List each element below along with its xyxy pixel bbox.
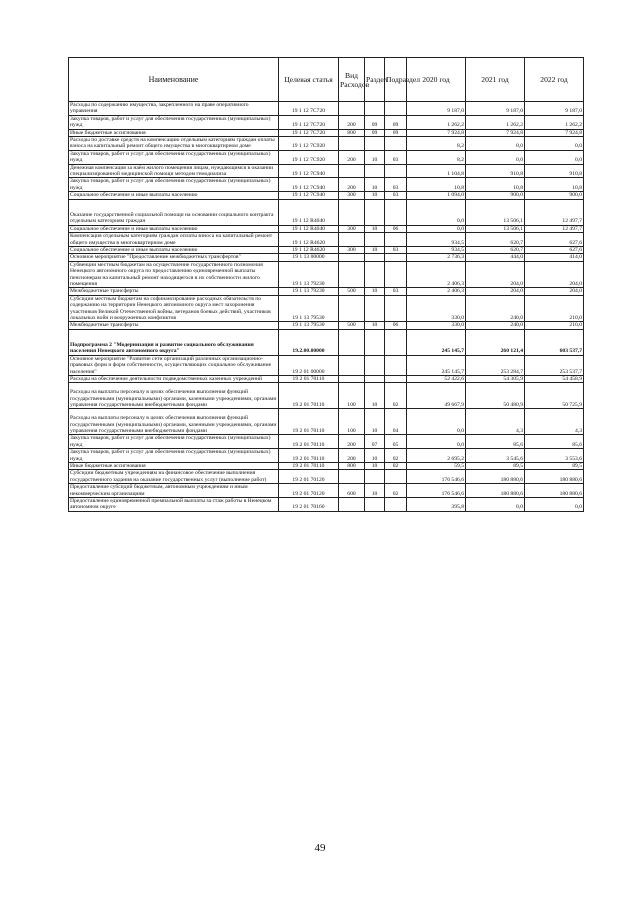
row-2022: 9 187,0 bbox=[525, 102, 584, 116]
row-2020: 330,0 bbox=[407, 322, 466, 329]
row-2021: 204,0 bbox=[466, 261, 525, 288]
header-code: Целевая статья bbox=[279, 58, 339, 102]
table-row bbox=[69, 470, 584, 484]
row-2020: 395,8 bbox=[407, 498, 466, 512]
table-row bbox=[69, 233, 584, 247]
header-2020: 2020 год bbox=[407, 58, 466, 102]
row-2022: 900,0 bbox=[525, 192, 584, 199]
row-rz: 10 bbox=[365, 322, 385, 329]
header-name: Наименование bbox=[69, 58, 279, 102]
row-pr: 02 bbox=[385, 383, 407, 409]
row-2020: 0,0 bbox=[407, 435, 466, 449]
table-row bbox=[69, 192, 584, 199]
row-2020: 8,2 bbox=[407, 137, 466, 151]
row-2020: 1 104,8 bbox=[407, 164, 466, 178]
row-2020: 59,5 bbox=[407, 463, 466, 470]
row-rz: 10 bbox=[365, 463, 385, 470]
row-2021: 85,6 bbox=[466, 435, 525, 449]
table-row bbox=[69, 137, 584, 151]
row-rz: 10 bbox=[365, 225, 385, 232]
row-2020: 0,0 bbox=[407, 199, 466, 225]
table-header-row bbox=[69, 58, 584, 102]
row-2021: 620,7 bbox=[466, 233, 525, 247]
row-name: Иные бюджетные ассигнования bbox=[69, 463, 279, 470]
table-row bbox=[69, 178, 584, 192]
row-name: Субвенции местным бюджетам на осуществление государственного полномочия Ненецкого автономного округа по предоставлению единовременной выплаты пенсионерам на капитальный ремонт находящегося в их собственности жилого помещения bbox=[69, 261, 279, 288]
row-rz bbox=[365, 470, 385, 484]
row-2020: 934,5 bbox=[407, 246, 466, 253]
row-vr bbox=[339, 295, 365, 322]
table-row bbox=[69, 164, 584, 178]
row-pr bbox=[385, 199, 407, 225]
row-pr bbox=[385, 376, 407, 383]
row-2020: 8,2 bbox=[407, 150, 466, 164]
row-2021: 444,0 bbox=[466, 254, 525, 261]
row-rz bbox=[365, 199, 385, 225]
table-row bbox=[69, 246, 584, 253]
row-name: Расходы по доставке средств на компенсацию отдельным категориям граждан оплаты взноса на капитальный ремонт общего имущества в многоквартирном доме bbox=[69, 137, 279, 151]
row-rz bbox=[365, 295, 385, 322]
row-pr: 09 bbox=[385, 129, 407, 136]
row-2020: 10,8 bbox=[407, 178, 466, 192]
row-2022: 12 497,7 bbox=[525, 199, 584, 225]
row-pr bbox=[385, 254, 407, 261]
row-2022: 204,0 bbox=[525, 288, 584, 295]
row-2021: 4,3 bbox=[466, 409, 525, 435]
row-2020: 9 187,0 bbox=[407, 102, 466, 116]
row-2022: 210,0 bbox=[525, 295, 584, 322]
row-2021: 1 262,2 bbox=[466, 115, 525, 129]
row-name: Социальное обеспечение и иные выплаты населению bbox=[69, 246, 279, 253]
row-code: 19 2 01 70160 bbox=[279, 498, 339, 512]
row-rz: 10 bbox=[365, 246, 385, 253]
row-rz bbox=[365, 376, 385, 383]
row-vr: 100 bbox=[339, 383, 365, 409]
row-rz: 10 bbox=[365, 383, 385, 409]
row-name: Субсидии местным бюджетам на софинансирование расходных обязательств по содержанию на территории Ненецкого автономного округа мест захоронения участников Великой Отечественной войны, ветеранов боевых действий, участников локальных войн и вооруженных конфликтов bbox=[69, 295, 279, 322]
row-2021: 9 187,0 bbox=[466, 102, 525, 116]
row-name: Предоставление единовременной премиальной выплаты за стаж работы в Ненецком автономном округе bbox=[69, 498, 279, 512]
row-pr: 03 bbox=[385, 178, 407, 192]
row-pr: 03 bbox=[385, 192, 407, 199]
row-rz: 10 bbox=[365, 449, 385, 463]
row-pr bbox=[385, 295, 407, 322]
row-vr: 300 bbox=[339, 246, 365, 253]
row-name: Основное мероприятие "Развитие сети организаций различных организационно-правовых форм и форм собственности, осуществляющих социальное обслуживание населения" bbox=[69, 355, 279, 375]
row-rz: 09 bbox=[365, 129, 385, 136]
row-2022: 627,6 bbox=[525, 233, 584, 247]
row-pr bbox=[385, 329, 407, 355]
row-2021: 240,0 bbox=[466, 322, 525, 329]
row-2020: 1 262,2 bbox=[407, 115, 466, 129]
row-rz: 10 bbox=[365, 288, 385, 295]
table-row bbox=[69, 409, 584, 435]
row-name: Межбюджетные трансферты bbox=[69, 322, 279, 329]
row-2021: 7 924,8 bbox=[466, 129, 525, 136]
row-rz bbox=[365, 498, 385, 512]
row-vr bbox=[339, 199, 365, 225]
row-vr: 800 bbox=[339, 129, 365, 136]
row-vr: 200 bbox=[339, 150, 365, 164]
row-2021: 620,7 bbox=[466, 246, 525, 253]
row-code: 19 1 12 7С720 bbox=[279, 102, 339, 116]
row-2020: 2 406,3 bbox=[407, 261, 466, 288]
table-row bbox=[69, 115, 584, 129]
row-2022: 3 553,6 bbox=[525, 449, 584, 463]
row-vr: 200 bbox=[339, 178, 365, 192]
row-2021: 0,0 bbox=[466, 137, 525, 151]
row-pr bbox=[385, 164, 407, 178]
row-pr bbox=[385, 498, 407, 512]
row-name: Денежная компенсация за наём жилого помещения лицам, нуждающимся в оказании специализированной медицинской помощи методом гемодиализа bbox=[69, 164, 279, 178]
row-2021: 900,0 bbox=[466, 192, 525, 199]
row-code: 19 2 01 70120 bbox=[279, 484, 339, 498]
row-2021: 910,8 bbox=[466, 164, 525, 178]
row-2020: 49 667,9 bbox=[407, 383, 466, 409]
row-2022: 627,6 bbox=[525, 246, 584, 253]
row-name: Предоставление субсидий бюджетным, автономным учреждениям и иным некоммерческим организациям bbox=[69, 484, 279, 498]
row-code: 19.2.00.00000 bbox=[279, 329, 339, 355]
row-2022: 180 880,6 bbox=[525, 470, 584, 484]
row-code: 19 1 12 7С920 bbox=[279, 150, 339, 164]
row-name: Закупка товаров, работ и услуг для обеспечения государственных (муниципальных) нужд bbox=[69, 435, 279, 449]
row-name: Закупка товаров, работ и услуг для обеспечения государственных (муниципальных) нужд bbox=[69, 449, 279, 463]
table-row bbox=[69, 288, 584, 295]
row-vr bbox=[339, 233, 365, 247]
row-2022: 414,0 bbox=[525, 254, 584, 261]
row-2022: 210,0 bbox=[525, 322, 584, 329]
table-row bbox=[69, 150, 584, 164]
row-2020: 2 406,3 bbox=[407, 288, 466, 295]
row-2022: 0,0 bbox=[525, 498, 584, 512]
row-code: 19 1 12 R4040 bbox=[279, 199, 339, 225]
row-name: Расходы на выплаты персоналу в целях обеспечения выполнения функций государственными (муниципальными) органами, казенными учреждениями, органами управления государственными внебюджетными фондами bbox=[69, 383, 279, 409]
row-rz: 10 bbox=[365, 178, 385, 192]
row-vr bbox=[339, 254, 365, 261]
row-2022: 603 537,7 bbox=[525, 329, 584, 355]
row-2022: 85,6 bbox=[525, 435, 584, 449]
row-vr bbox=[339, 376, 365, 383]
row-code: 19 2 01 70110 bbox=[279, 449, 339, 463]
row-vr bbox=[339, 355, 365, 375]
row-vr: 600 bbox=[339, 484, 365, 498]
row-rz: 10 bbox=[365, 409, 385, 435]
row-code: 19 1 12 R4040 bbox=[279, 225, 339, 232]
row-2021: 180 880,6 bbox=[466, 484, 525, 498]
row-2022: 54 458,9 bbox=[525, 376, 584, 383]
row-2020: 176 546,6 bbox=[407, 484, 466, 498]
row-name: Расходы по содержанию имущества, закрепленного на праве оперативного управления bbox=[69, 102, 279, 116]
row-2022: 50 725,9 bbox=[525, 383, 584, 409]
row-2022: 10,8 bbox=[525, 178, 584, 192]
row-2021: 54 305,9 bbox=[466, 376, 525, 383]
row-code: 19 2 01 70110 bbox=[279, 409, 339, 435]
row-2020: 330,0 bbox=[407, 295, 466, 322]
row-code: 19 2 01 70110 bbox=[279, 376, 339, 383]
row-2021: 50 480,9 bbox=[466, 383, 525, 409]
row-code: 19 1 12 7С940 bbox=[279, 178, 339, 192]
table-row bbox=[69, 129, 584, 136]
row-2021: 0,0 bbox=[466, 498, 525, 512]
row-rz bbox=[365, 355, 385, 375]
row-2022: 180 880,6 bbox=[525, 484, 584, 498]
row-name: Закупка товаров, работ и услуг для обеспечения государственных (муниципальных) нужд bbox=[69, 115, 279, 129]
row-vr: 100 bbox=[339, 409, 365, 435]
row-rz bbox=[365, 137, 385, 151]
table-row bbox=[69, 322, 584, 329]
row-2021: 3 545,6 bbox=[466, 449, 525, 463]
row-pr bbox=[385, 137, 407, 151]
row-pr bbox=[385, 233, 407, 247]
row-code: 19 1 13 79230 bbox=[279, 288, 339, 295]
row-code: 19 1 13 00000 bbox=[279, 254, 339, 261]
table-row bbox=[69, 225, 584, 232]
row-name: Социальное обеспечение и иные выплаты населению bbox=[69, 192, 279, 199]
row-2020: 0,0 bbox=[407, 409, 466, 435]
row-name: Расходы на выплаты персоналу в целях обеспечения выполнения функций государственными (муниципальными) органами, казенными учреждениями, органами управления государственными внебюджетными фондами bbox=[69, 409, 279, 435]
row-2021: 253 284,7 bbox=[466, 355, 525, 375]
row-2021: 0,0 bbox=[466, 150, 525, 164]
row-pr: 02 bbox=[385, 449, 407, 463]
row-name: Социальное обеспечение и иные выплаты населению bbox=[69, 225, 279, 232]
row-rz: 09 bbox=[365, 115, 385, 129]
row-2020: 7 924,8 bbox=[407, 129, 466, 136]
header-vr: Вид Расходов bbox=[339, 58, 365, 102]
row-vr bbox=[339, 137, 365, 151]
row-code: 19 2 01 00000 bbox=[279, 355, 339, 375]
table-row bbox=[69, 435, 584, 449]
table-body bbox=[69, 102, 584, 512]
row-pr: 06 bbox=[385, 322, 407, 329]
table-row bbox=[69, 383, 584, 409]
row-code: 19 2 01 70120 bbox=[279, 470, 339, 484]
table-row bbox=[69, 463, 584, 470]
row-2021: 180 880,6 bbox=[466, 470, 525, 484]
row-pr: 05 bbox=[385, 435, 407, 449]
row-2022: 0,0 bbox=[525, 137, 584, 151]
row-2021: 13 506,1 bbox=[466, 199, 525, 225]
row-2020: 934,5 bbox=[407, 233, 466, 247]
row-code: 19 1 13 79230 bbox=[279, 261, 339, 288]
row-rz bbox=[365, 102, 385, 116]
row-code: 19 1 12 7С720 bbox=[279, 115, 339, 129]
row-2021: 13 506,1 bbox=[466, 225, 525, 232]
budget-table bbox=[68, 57, 584, 512]
row-pr bbox=[385, 470, 407, 484]
row-vr bbox=[339, 329, 365, 355]
row-name: Основное мероприятие "Предоставление межбюджетных трансфертов" bbox=[69, 254, 279, 261]
row-code: 19 2 01 70110 bbox=[279, 463, 339, 470]
row-pr bbox=[385, 102, 407, 116]
row-vr: 300 bbox=[339, 225, 365, 232]
row-2020: 2 695,2 bbox=[407, 449, 466, 463]
row-code: 19 2 01 70110 bbox=[279, 435, 339, 449]
row-code: 19 1 13 79530 bbox=[279, 295, 339, 322]
row-name: Закупка товаров, работ и услуг для обеспечения государственных (муниципальных) нужд bbox=[69, 178, 279, 192]
table-row bbox=[69, 261, 584, 288]
row-rz bbox=[365, 261, 385, 288]
row-pr: 02 bbox=[385, 484, 407, 498]
header-rz: Раздел bbox=[365, 58, 385, 102]
row-vr: 300 bbox=[339, 192, 365, 199]
row-2021: 10,8 bbox=[466, 178, 525, 192]
header-2021: 2021 год bbox=[466, 58, 525, 102]
table-row bbox=[69, 449, 584, 463]
table-row bbox=[69, 498, 584, 512]
row-2021: 240,0 bbox=[466, 295, 525, 322]
row-2020: 1 094,0 bbox=[407, 192, 466, 199]
row-code: 19 1 12 7С720 bbox=[279, 129, 339, 136]
row-rz: 10 bbox=[365, 484, 385, 498]
row-pr: 03 bbox=[385, 246, 407, 253]
row-code: 19 1 12 7С940 bbox=[279, 192, 339, 199]
row-2022: 12 497,7 bbox=[525, 225, 584, 232]
row-2020: 52 422,6 bbox=[407, 376, 466, 383]
row-2022: 0,0 bbox=[525, 150, 584, 164]
row-name: Расходы на обеспечение деятельности подведомственных казенных учреждений bbox=[69, 376, 279, 383]
table-row bbox=[69, 199, 584, 225]
row-vr: 500 bbox=[339, 322, 365, 329]
row-2020: 0,0 bbox=[407, 225, 466, 232]
row-vr bbox=[339, 498, 365, 512]
row-2021: 204,0 bbox=[466, 288, 525, 295]
row-2020: 245 145,7 bbox=[407, 329, 466, 355]
row-2022: 204,0 bbox=[525, 261, 584, 288]
row-2021: 89,5 bbox=[466, 463, 525, 470]
row-rz: 07 bbox=[365, 435, 385, 449]
row-code: 19 1 13 79530 bbox=[279, 322, 339, 329]
page-number: 49 bbox=[314, 842, 326, 854]
row-name: Компенсация отдельным категориям граждан оплаты взноса на капитальный ремонт общего имущества в многоквартирном доме bbox=[69, 233, 279, 247]
row-vr: 200 bbox=[339, 115, 365, 129]
row-vr: 800 bbox=[339, 463, 365, 470]
row-pr: 04 bbox=[385, 409, 407, 435]
row-vr: 200 bbox=[339, 449, 365, 463]
row-name: Иные бюджетные ассигнования bbox=[69, 129, 279, 136]
row-vr bbox=[339, 261, 365, 288]
table-row bbox=[69, 295, 584, 322]
row-name: Оказание государственной социальной помощи на основании социального контракта отдельным категориям граждан bbox=[69, 199, 279, 225]
row-pr bbox=[385, 261, 407, 288]
header-2022: 2022 год bbox=[525, 58, 584, 102]
row-pr: 09 bbox=[385, 115, 407, 129]
budget-table-page bbox=[68, 57, 583, 512]
row-pr: 03 bbox=[385, 288, 407, 295]
table-row bbox=[69, 376, 584, 383]
row-vr bbox=[339, 164, 365, 178]
row-2022: 7 924,8 bbox=[525, 129, 584, 136]
row-vr bbox=[339, 470, 365, 484]
row-pr: 06 bbox=[385, 225, 407, 232]
row-vr: 200 bbox=[339, 435, 365, 449]
row-2022: 910,8 bbox=[525, 164, 584, 178]
table-row bbox=[69, 102, 584, 116]
row-2020: 245 145,7 bbox=[407, 355, 466, 375]
row-rz bbox=[365, 254, 385, 261]
row-2022: 1 262,2 bbox=[525, 115, 584, 129]
row-2020: 2 736,3 bbox=[407, 254, 466, 261]
row-rz bbox=[365, 329, 385, 355]
row-2020: 176 546,6 bbox=[407, 470, 466, 484]
row-name: Субсидии бюджетным учреждениям на финансовое обеспечение выполнения государственного задания на оказание государственных услуг (выполнение работ) bbox=[69, 470, 279, 484]
row-pr bbox=[385, 355, 407, 375]
row-2022: 4,3 bbox=[525, 409, 584, 435]
row-2022: 89,5 bbox=[525, 463, 584, 470]
row-rz: 10 bbox=[365, 150, 385, 164]
row-name: Закупка товаров, работ и услуг для обеспечения государственных (муниципальных) нужд bbox=[69, 150, 279, 164]
row-2022: 253 537,7 bbox=[525, 355, 584, 375]
row-code: 19 1 12 R4620 bbox=[279, 233, 339, 247]
table-row bbox=[69, 484, 584, 498]
row-name: Подпрограмма 2 "Модернизация и развитие социального обслуживания населения Ненецкого автономного округа" bbox=[69, 329, 279, 355]
row-2021: 260 121,4 bbox=[466, 329, 525, 355]
row-name: Межбюджетные трансферты bbox=[69, 288, 279, 295]
row-pr: 03 bbox=[385, 150, 407, 164]
row-rz bbox=[365, 164, 385, 178]
row-vr: 500 bbox=[339, 288, 365, 295]
table-row bbox=[69, 329, 584, 355]
row-rz: 10 bbox=[365, 192, 385, 199]
row-rz bbox=[365, 233, 385, 247]
row-vr bbox=[339, 102, 365, 116]
row-code: 19 1 12 7С940 bbox=[279, 164, 339, 178]
row-code: 19 1 12 R4620 bbox=[279, 246, 339, 253]
table-row bbox=[69, 254, 584, 261]
row-code: 19 1 12 7С920 bbox=[279, 137, 339, 151]
row-code: 19 2 01 70110 bbox=[279, 383, 339, 409]
header-pr: Подраздел bbox=[385, 58, 407, 102]
table-row bbox=[69, 355, 584, 375]
row-pr: 02 bbox=[385, 463, 407, 470]
